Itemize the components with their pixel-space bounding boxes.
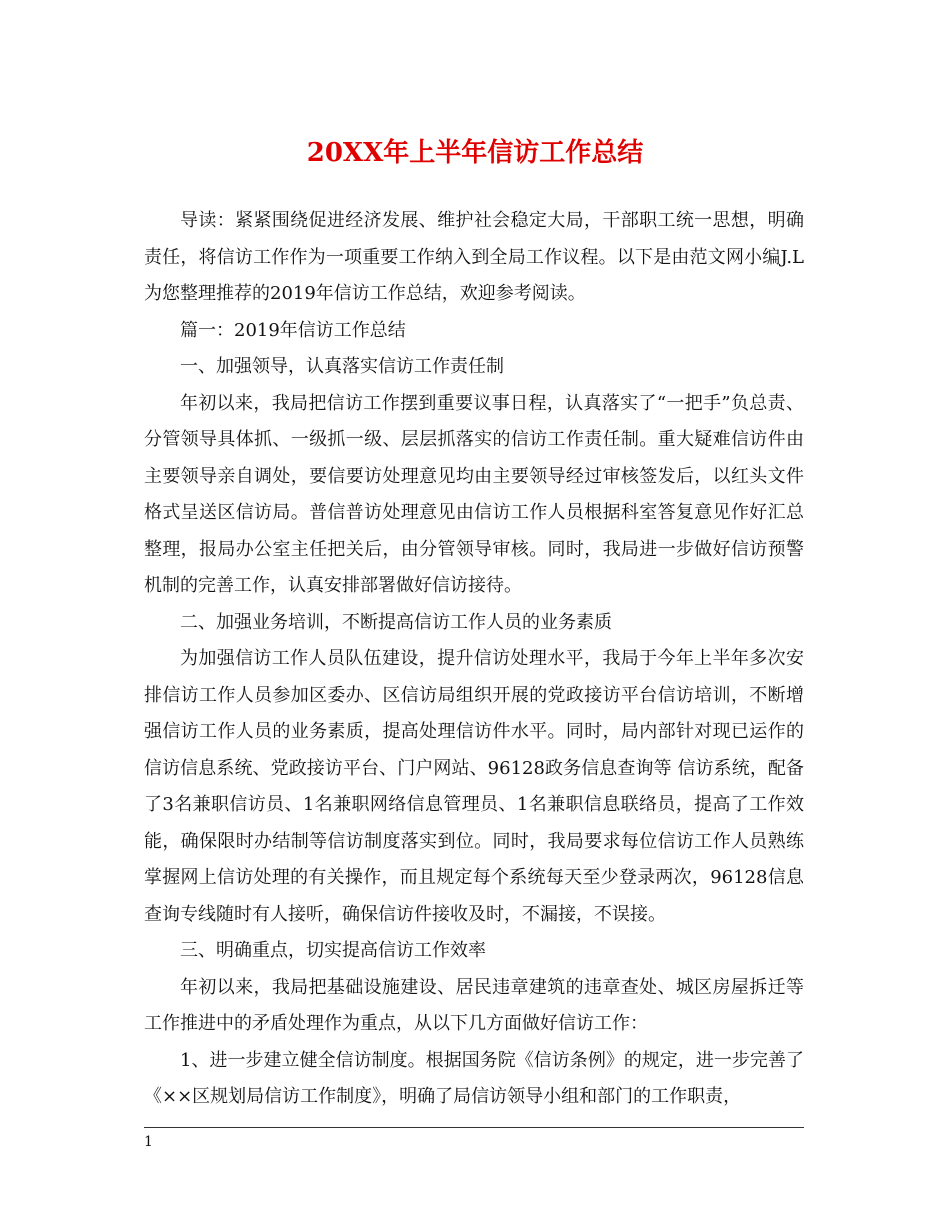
paragraph-part-one-heading: 篇一：2019年信访工作总结 — [180, 319, 406, 341]
footer-divider — [144, 1127, 804, 1128]
paragraph-item-1: 1、进一步建立健全信访制度。根据国务院《信访条例》的规定，进一步完善了《××区规划局信访工作制度》，明确了局信访领导小组和部门的工作职责， — [144, 1049, 804, 1107]
paragraph-section-2-body: 为加强信访工作人员队伍建设，提升信访处理水平，我局于今年上半年多次安排信访工作人员参加区委办、区信访局组织开展的党政接访平台信访培训，不断增强信访工作人员的业务素质，提高处理信访件水平。同时，局内部针对现已运作的信访信息系统、党政接访平台、门户网站、96128政务信息查询等 信访系统，配备了3名兼职信访员、1名兼职网络信息管理员、1名兼职信息联络员，提高了工作效能，确保限时办结制等信访制度落实到位。同时，我局要求每位信访工作人员熟练掌握网上信访处理的有关操作，而且规定每个系统每天至少登录两次，96128信息查询专线随时有人接听，确保信访件接收及时，不漏接，不误接。 — [144, 648, 804, 925]
paragraph-section-3-body: 年初以来，我局把基础设施建设、居民违章建筑的违章查处、城区房屋拆迁等工作推进中的矛盾处理作为重点，从以下几方面做好信访工作： — [144, 976, 804, 1034]
document-body — [144, 203, 804, 1116]
document-title: 20XX年上半年信访工作总结 — [306, 138, 644, 168]
paragraph-section-2-heading: 二、加强业务培训，不断提高信访工作人员的业务素质 — [180, 611, 612, 633]
paragraph-section-1-body: 年初以来，我局把信访工作摆到重要议事日程，认真落实了“一把手”负总责、分管领导具体抓、一级抓一级、层层抓落实的信访工作责任制。重大疑难信访件由主要领导亲自调处，要信要访处理意见均由主要领导经过审核签发后，以红头文件格式呈送区信访局。普信普访处理意见由信访工作人员根据科室答复意见作好汇总整理，报局办公室主任把关后，由分管领导审核。同时，我局进一步做好信访预警机制的完善工作，认真安排部署做好信访接待。 — [144, 392, 804, 596]
paragraph-intro: 导读：紧紧围绕促进经济发展、维护社会稳定大局，干部职工统一思想，明确责任，将信访工作作为一项重要工作纳入到全局工作议程。以下是由范文网小编J.L为您整理推荐的2019年信访工作总结，欢迎参考阅读。 — [144, 210, 804, 304]
paragraph-section-3-heading: 三、明确重点，切实提高信访工作效率 — [180, 940, 486, 961]
paragraph-section-1-heading: 一、加强领导，认真落实信访工作责任制 — [180, 356, 504, 377]
page-number: 1 — [144, 1134, 153, 1150]
